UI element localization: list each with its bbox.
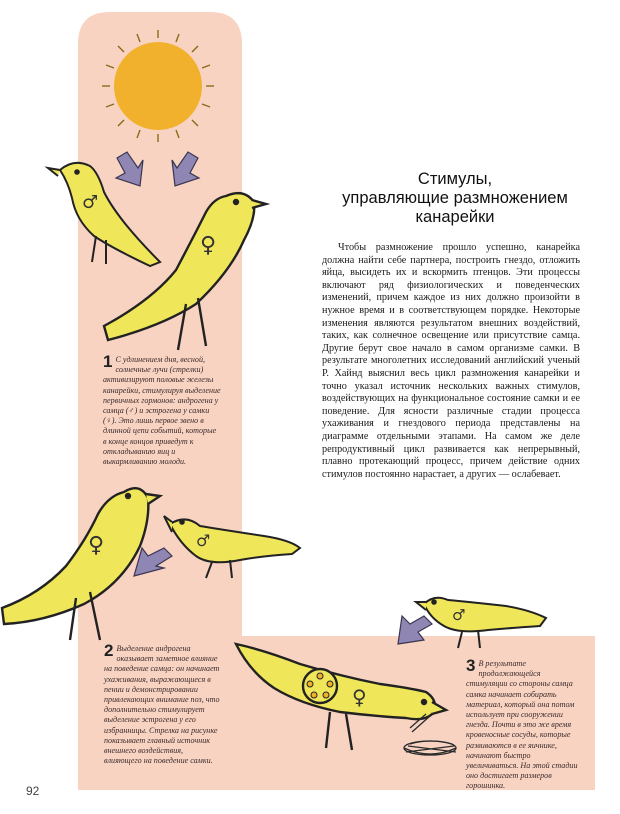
- male-symbol: ♂: [196, 531, 211, 550]
- caption-1: [103, 352, 221, 467]
- page-number: 92: [26, 784, 40, 798]
- caption-2: [104, 641, 220, 766]
- male-symbol: ♂: [82, 192, 99, 213]
- sun-icon: [102, 30, 214, 142]
- caption-text: Выделение андрогена оказывает заметное влияние на поведение самца: он начинает ухаживания, выражающиеся в пении и демонстрировании привлекающих внимание поз, что дополнительно стимулирует выделение эстрогена у его избранницы. Стрелка на рисунке показывает главный источник внешнего воздействия, влияющего на поведение самки.: [104, 644, 220, 766]
- male-symbol: ♂: [452, 606, 466, 624]
- caption-number: 3: [466, 656, 476, 675]
- caption-text: В результате продолжающейся стимуляции со стороны самца самка начинает собирать материал, который она потом использует при сооружении гнезда. Почти в это же время кровеносные сосуды, которые развиваются в ее яичнике, начинают быстро увеличиваться. На этой стадии оно достигает размеров горошинка.: [466, 659, 578, 791]
- caption-number: 2: [104, 641, 114, 660]
- title-line: канарейки: [415, 208, 495, 226]
- article-title: [320, 170, 590, 227]
- female-symbol: ♀: [88, 533, 105, 558]
- female-symbol: ♀: [352, 685, 367, 709]
- title-line: Стимулы,: [417, 170, 493, 188]
- caption-number: 1: [103, 352, 113, 371]
- title-line: управляющие размножением: [342, 189, 568, 207]
- caption-3: [466, 656, 578, 792]
- female-symbol: ♀: [200, 233, 217, 258]
- caption-text: С удлинением дня, весной, солнечные лучи (стрелки) активизируют половые железы канарейки, стимулируя выделение первичных гормонов: андрогена у самца (♂) и эстрогена у самки (♀). Это лишь первое звено в длинной цепи событий, которые в конце концов приведут к откладыванию яиц и выкармливанию молоди.: [103, 355, 221, 467]
- article-body: Чтобы размножение прошло успешно, канарейка должна найти себе партнера, построить гнездо, отложить яйца, высидеть их и вскормить птенцов. Эти процессы включают ряд физиологических и поведенческих изменений, причем каждое из них должно произойти в нужное время и в соответствующем порядке. Некоторые изменения являются результатом внешних воздействий, таких, как солнечное освещение или присутствие самца. Другие берут свое начало в самом организме самки. В результате многолетних исследований английский ученый Р. Хайнд выяснил весь цикл размножения канарейки и точно указал источник нескольких важных стимулов, воздействующих на функциональное состояние самки и ее поведение. Для ясности различные стадии процесса ухаживания и гнездового периода представлены на диаграмме отдельными этапами. На самом же деле репродуктивный цикл развивается как непрерывный, плавно протекающий процесс, причем действие одних стимулов постоянно нарастает, а других — ослабевает.: [322, 242, 580, 480]
